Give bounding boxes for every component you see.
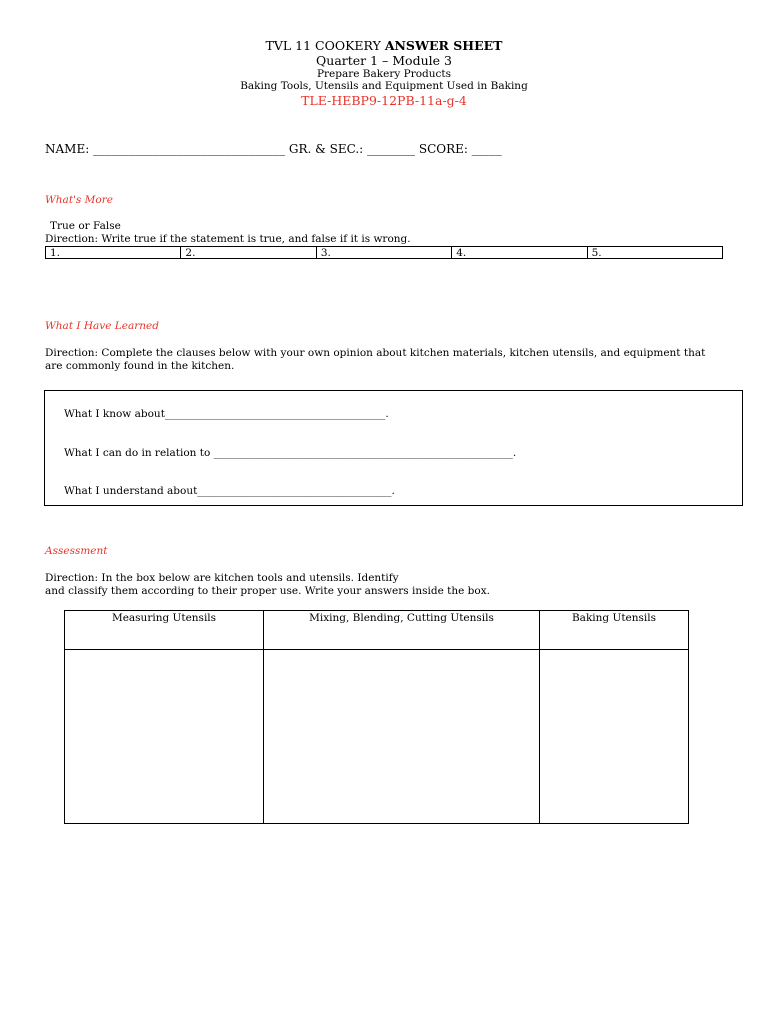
section-what-i-have-learned: What I Have Learned: [45, 320, 159, 332]
true-false-direction: Direction: Write true if the statement is true, and false if it is wrong.: [45, 233, 411, 245]
assessment-direction-line-2: and classify them according to their proper use. Write your answers inside the box.: [45, 585, 490, 597]
clause-understand-about[interactable]: What I understand about_____________________________________.: [64, 485, 395, 497]
section-assessment: Assessment: [45, 545, 108, 557]
clause-know-about[interactable]: What I know about__________________________________________.: [64, 408, 389, 420]
classification-table: [64, 610, 689, 824]
true-false-title: True or False: [50, 220, 121, 232]
mixing-answer-area[interactable]: [264, 650, 539, 823]
sheet-title-prefix: TVL 11 COOKERY: [265, 38, 385, 53]
answer-cell-5[interactable]: 5.: [591, 247, 602, 259]
student-info-line[interactable]: NAME: ________________________________ GR. & SEC.: ________ SCORE: _____: [45, 142, 502, 156]
column-header-mixing: Mixing, Blending, Cutting Utensils: [309, 612, 494, 624]
section-whats-more: What's More: [45, 194, 113, 206]
learned-direction: Direction: Complete the clauses below with your own opinion about kitchen materials, kitchen utensils, and equipment that are commonly found in the kitchen.: [45, 347, 706, 372]
quarter-module: Quarter 1 – Module 3: [316, 53, 452, 68]
measuring-answer-area[interactable]: [65, 650, 263, 823]
true-false-answer-table: [45, 246, 723, 259]
baking-answer-area[interactable]: [540, 650, 688, 823]
clause-can-do[interactable]: What I can do in relation to _________________________________________________________.: [64, 447, 517, 459]
column-header-baking: Baking Utensils: [571, 612, 657, 624]
answer-cell-1[interactable]: 1.: [46, 247, 181, 258]
column-header-measuring: Measuring Utensils: [111, 612, 217, 624]
subtitle: Prepare Bakery Products: [316, 68, 452, 80]
answer-cell-2[interactable]: 2.: [181, 247, 316, 258]
answer-cell-3[interactable]: 3.: [317, 247, 452, 258]
topic: Baking Tools, Utensils and Equipment Used in Baking: [240, 80, 528, 92]
sheet-title: [0, 38, 768, 53]
competency-code: TLE-HEBP9-12PB-11a-g-4: [301, 93, 467, 108]
sheet-title-bold: ANSWER SHEET: [384, 38, 503, 53]
assessment-direction-line-1: Direction: In the box below are kitchen tools and utensils. Identify: [45, 572, 399, 584]
answer-cell-4[interactable]: 4.: [452, 247, 587, 258]
